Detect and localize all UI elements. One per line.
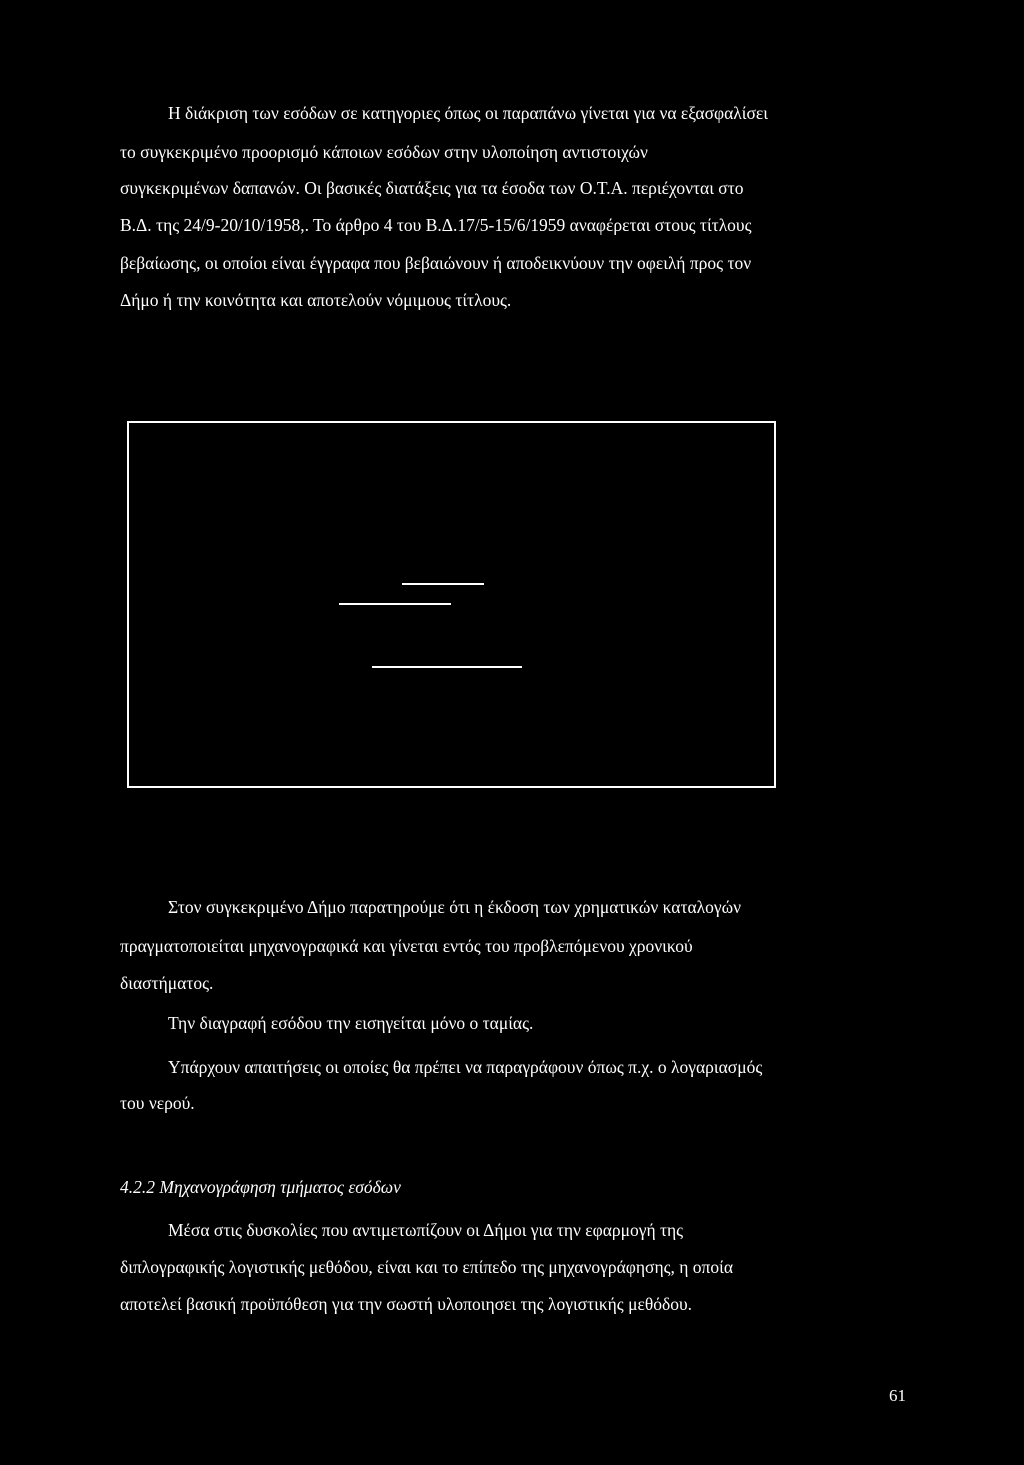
figure-stroke	[372, 666, 522, 668]
figure-stroke	[339, 603, 451, 605]
page-number: 61	[889, 1386, 906, 1405]
paragraph-1-line-3: συγκεκριμένων δαπανών. Οι βασικές διατάξεις για τα έσοδα των Ο.Τ.Α. περιέχονται στο	[120, 178, 744, 198]
paragraph-2-line-1: Στον συγκεκριμένο Δήμο παρατηρούμε ότι η έκδοση των χρηματικών καταλογών	[168, 897, 742, 917]
section-heading: 4.2.2 Μηχανογράφηση τμήματος εσόδων	[120, 1177, 401, 1197]
paragraph-5-line-2: διπλογραφικής λογιστικής μεθόδου, είναι και το επίπεδο της μηχανογράφησης, η οποία	[120, 1257, 734, 1277]
paragraph-4-line-1: Υπάρχουν απαιτήσεις οι οποίες θα πρέπει να παραγράφουν όπως π.χ. ο λογαριασμός	[168, 1057, 763, 1077]
figure-stroke	[402, 583, 484, 585]
paragraph-1-line-6: Δήμο ή την κοινότητα και αποτελούν νόμιμους τίτλους.	[120, 290, 512, 310]
paragraph-5-line-3: αποτελεί βασική προϋπόθεση για την σωστή υλοποιησει της λογιστικής μεθόδου.	[120, 1294, 692, 1314]
paragraph-2-line-3: διαστήματος.	[120, 973, 214, 993]
paragraph-3-line-1: Την διαγραφή εσόδου την εισηγείται μόνο ο ταμίας.	[168, 1013, 534, 1033]
paragraph-1-line-5: βεβαίωσης, οι οποίοι είναι έγγραφα που βεβαιώνουν ή αποδεικνύουν την οφειλή προς τον	[120, 253, 752, 273]
paragraph-5-line-1: Μέσα στις δυσκολίες που αντιμετωπίζουν οι Δήμοι για την εφαρμογή της	[168, 1220, 684, 1240]
embedded-figure-frame	[127, 421, 776, 788]
paragraph-4-line-2: του νερού.	[120, 1093, 195, 1113]
paragraph-1-line-1: Η διάκριση των εσόδων σε κατηγοριες όπως οι παραπάνω γίνεται για να εξασφαλίσει	[168, 103, 768, 123]
paragraph-1-line-4: Β.Δ. της 24/9-20/10/1958,. Το άρθρο 4 του Β.Δ.17/5-15/6/1959 αναφέρεται στους τίτλους	[120, 215, 752, 235]
paragraph-2-line-2: πραγματοποιείται μηχανογραφικά και γίνεται εντός του προβλεπόμενου χρονικού	[120, 936, 693, 956]
paragraph-1-line-2: το συγκεκριμένο προορισμό κάποιων εσόδων στην υλοποίηση αντιστοιχών	[120, 142, 648, 162]
